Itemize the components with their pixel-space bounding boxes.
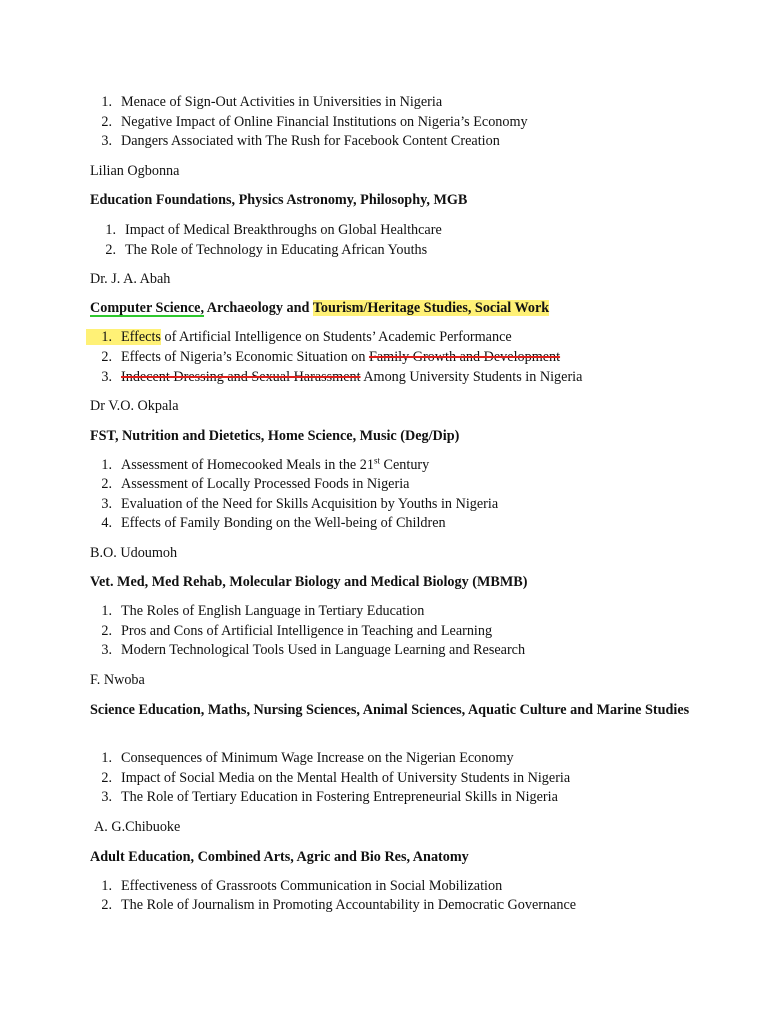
- list-item: 3. The Role of Tertiary Education in Fostering Entrepreneurial Skills in Nigeria: [101, 789, 558, 805]
- departments-heading: Adult Education, Combined Arts, Agric and Bio Res, Anatomy: [90, 849, 469, 865]
- list-item: 1. Assessment of Homecooked Meals in the 21st Century: [101, 455, 430, 473]
- struck-text: Family Growth and Development: [368, 349, 561, 365]
- topic-text: Effectiveness of Grassroots Communication in Social Mobilization: [121, 878, 503, 894]
- topic-text: Effects of Family Bonding on the Well-being of Children: [121, 515, 446, 531]
- list-item: 1. Effects of Artificial Intelligence on Students’ Academic Performance: [86, 328, 512, 346]
- list-item: 4. Effects of Family Bonding on the Well-being of Children: [101, 515, 446, 531]
- list-item: 2. Assessment of Locally Processed Foods in Nigeria: [101, 476, 410, 492]
- departments-heading: Vet. Med, Med Rehab, Molecular Biology and Medical Biology (MBMB): [90, 574, 528, 590]
- topic-text: The Role of Journalism in Promoting Accountability in Democratic Governance: [121, 897, 577, 913]
- topic-text: Menace of Sign-Out Activities in Universities in Nigeria: [121, 94, 443, 110]
- departments-heading: FST, Nutrition and Dietetics, Home Science, Music (Deg/Dip): [90, 428, 460, 444]
- topic-text: The Role of Technology in Educating African Youths: [125, 242, 428, 258]
- topic-text: The Role of Tertiary Education in Fostering Entrepreneurial Skills in Nigeria: [121, 789, 558, 805]
- lecturer-name: Lilian Ogbonna: [90, 163, 180, 179]
- list-item: 2. The Role of Technology in Educating African Youths: [105, 242, 428, 258]
- departments-heading: Education Foundations, Physics Astronomy, Philosophy, MGB: [90, 192, 468, 208]
- topic-text: Dangers Associated with The Rush for Facebook Content Creation: [121, 133, 500, 149]
- lecturer-name: Dr V.O. Okpala: [90, 398, 179, 414]
- departments-heading: Science Education, Maths, Nursing Sciences, Animal Sciences, Aquatic Culture and Marine Studies: [90, 702, 690, 718]
- list-item: 2. Negative Impact of Online Financial Institutions on Nigeria’s Economy: [101, 114, 528, 130]
- topic-text: Impact of Medical Breakthroughs on Global Healthcare: [125, 222, 442, 238]
- highlighted-word: Effects: [121, 329, 161, 345]
- topic-text: Pros and Cons of Artificial Intelligence in Teaching and Learning: [121, 623, 493, 639]
- topic-text: Consequences of Minimum Wage Increase on the Nigerian Economy: [121, 750, 514, 766]
- struck-text: Indecent Dressing and Sexual Harassment: [121, 369, 361, 385]
- list-item: 2. Impact of Social Media on the Mental Health of University Students in Nigeria: [101, 770, 571, 786]
- topic-text: Modern Technological Tools Used in Language Learning and Research: [121, 642, 526, 658]
- list-item: 1. Consequences of Minimum Wage Increase on the Nigerian Economy: [101, 750, 514, 766]
- list-item: 1. Impact of Medical Breakthroughs on Global Healthcare: [105, 222, 442, 238]
- list-item: 3. Dangers Associated with The Rush for Facebook Content Creation: [101, 133, 500, 149]
- list-item: 1. The Roles of English Language in Tertiary Education: [101, 603, 425, 619]
- underlined-department: Computer Science,: [90, 300, 205, 316]
- list-item: 2. Pros and Cons of Artificial Intelligence in Teaching and Learning: [101, 623, 493, 639]
- departments-heading: Computer Science, Archaeology and Tourism/Heritage Studies, Social Work: [90, 300, 550, 316]
- list-item: 3. Evaluation of the Need for Skills Acquisition by Youths in Nigeria: [101, 496, 499, 512]
- list-item: 2. The Role of Journalism in Promoting Accountability in Democratic Governance: [101, 897, 577, 913]
- lecturer-name: B.O. Udoumoh: [90, 545, 178, 561]
- lecturer-name: A. G.Chibuoke: [94, 819, 181, 835]
- topic-text: Impact of Social Media on the Mental Health of University Students in Nigeria: [121, 770, 571, 786]
- highlighted-departments: Tourism/Heritage Studies, Social Work: [312, 300, 550, 316]
- list-item: 2. Effects of Nigeria’s Economic Situation on Family Growth and Development: [101, 349, 561, 365]
- topic-text: Evaluation of the Need for Skills Acquisition by Youths in Nigeria: [121, 496, 499, 512]
- topic-text: Negative Impact of Online Financial Institutions on Nigeria’s Economy: [121, 114, 528, 130]
- topic-text: The Roles of English Language in Tertiary Education: [121, 603, 425, 619]
- lecturer-name: Dr. J. A. Abah: [90, 271, 171, 287]
- list-item: 3. Modern Technological Tools Used in Language Learning and Research: [101, 642, 526, 658]
- list-item: 1. Menace of Sign-Out Activities in Universities in Nigeria: [101, 94, 443, 110]
- lecturer-name: F. Nwoba: [90, 672, 145, 688]
- list-item: 3. Indecent Dressing and Sexual Harassment Among University Students in Nigeria: [101, 369, 583, 385]
- topic-text: Assessment of Locally Processed Foods in Nigeria: [121, 476, 410, 492]
- list-item: 1. Effectiveness of Grassroots Communication in Social Mobilization: [101, 878, 503, 894]
